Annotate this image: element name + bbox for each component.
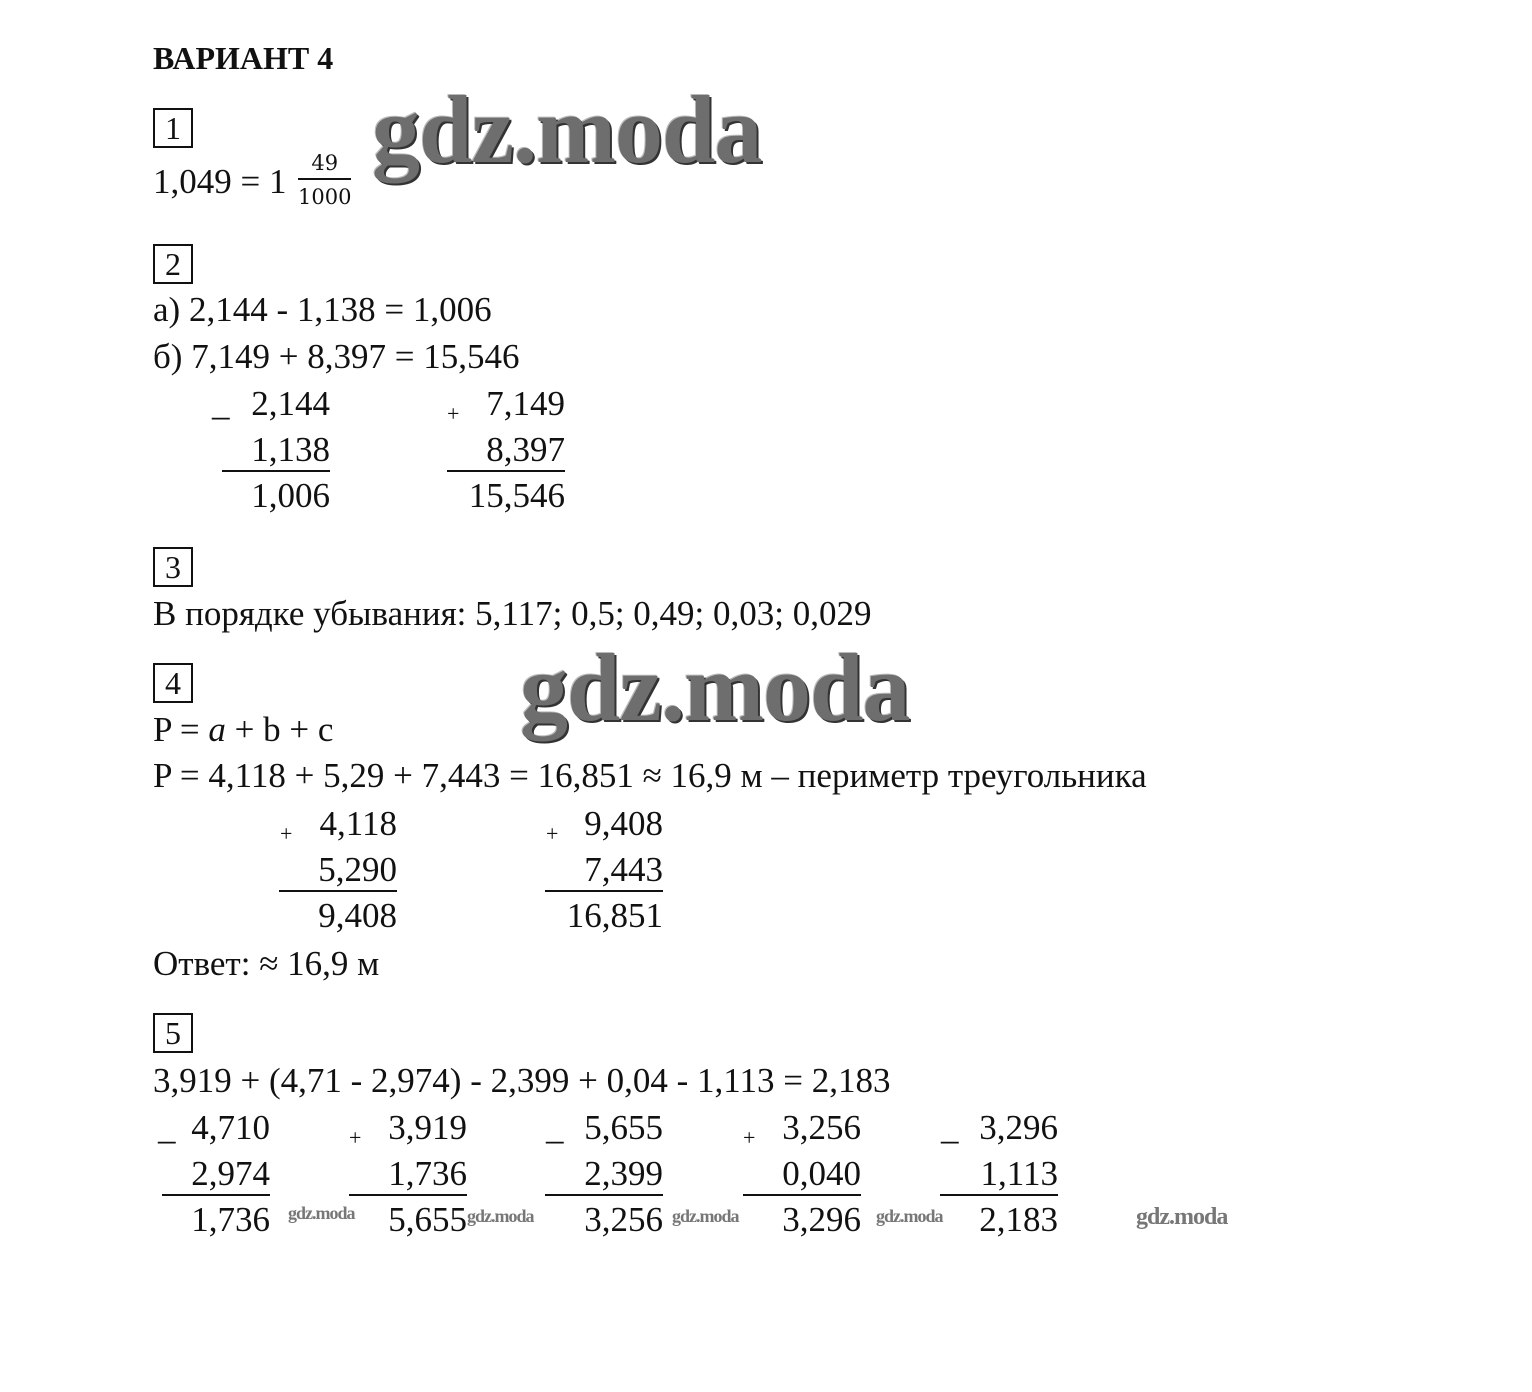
column-operator: + <box>743 1125 756 1150</box>
column-operator: _ <box>212 384 230 423</box>
column-top: 4,710 <box>191 1108 270 1147</box>
column-operator: + <box>349 1125 362 1150</box>
column-operator: _ <box>941 1108 959 1147</box>
column-top: 7,149 <box>486 384 565 423</box>
task4-calculation: P = 4,118 + 5,29 + 7,443 = 16,851 ≈ 16,9 м – периметр треугольника <box>153 756 1147 795</box>
column-top: 3,256 <box>782 1108 861 1147</box>
column-operator: + <box>447 401 460 426</box>
column-operator: + <box>546 821 559 846</box>
fraction-numerator: 49 <box>298 152 351 180</box>
column-result: 1,736 <box>191 1200 270 1239</box>
watermark-small: gdz.moda <box>876 1206 943 1226</box>
column-middle: 7,443 <box>545 850 663 892</box>
column-middle: 1,113 <box>940 1154 1058 1196</box>
column-result: 2,183 <box>979 1200 1058 1239</box>
column-top: 2,144 <box>251 384 330 423</box>
column-middle: 2,399 <box>545 1154 663 1196</box>
task-number-box: 4 <box>153 663 193 703</box>
column-top: 4,118 <box>319 804 397 843</box>
column-result: 1,006 <box>251 476 330 515</box>
watermark-small: gdz.moda <box>467 1206 534 1226</box>
column-middle: 5,290 <box>279 850 397 892</box>
task-number-box: 1 <box>153 108 193 148</box>
column-result: 9,408 <box>318 896 397 935</box>
column-operator: _ <box>158 1108 176 1147</box>
task-number-box: 3 <box>153 547 193 587</box>
column-middle: 1,138 <box>222 430 330 472</box>
column-top: 9,408 <box>584 804 663 843</box>
formula-p: P = <box>153 710 209 749</box>
task2-line-b: б) 7,149 + 8,397 = 15,546 <box>153 337 520 376</box>
column-result: 15,546 <box>468 476 565 515</box>
column-result: 16,851 <box>566 896 663 935</box>
task-number-box: 2 <box>153 244 193 284</box>
column-middle: 2,974 <box>162 1154 270 1196</box>
task3-text: В порядке убывания: 5,117; 0,5; 0,49; 0,03; 0,029 <box>153 594 872 633</box>
watermark-logo: gdz.moda <box>520 634 910 741</box>
fraction-denominator: 1000 <box>298 185 352 209</box>
formula-a: a <box>208 710 226 749</box>
column-top: 3,296 <box>979 1108 1058 1147</box>
watermark-small: gdz.moda <box>288 1203 355 1223</box>
column-middle: 8,397 <box>447 430 565 472</box>
column-middle: 1,736 <box>349 1154 467 1196</box>
column-top: 3,919 <box>388 1108 467 1147</box>
task1-fraction <box>298 152 351 208</box>
column-middle: 0,040 <box>743 1154 861 1196</box>
column-operator: + <box>280 821 293 846</box>
task4-formula <box>153 710 333 750</box>
task4-answer: Ответ: ≈ 16,9 м <box>153 944 380 983</box>
page-title: ВАРИАНТ 4 <box>153 40 334 76</box>
column-result: 3,296 <box>782 1200 861 1239</box>
column-result: 5,655 <box>388 1200 467 1239</box>
formula-rest: + b + c <box>225 710 334 749</box>
watermark-small: gdz.moda <box>1136 1204 1228 1230</box>
task1-equation: 1,049 = 1 <box>153 162 287 201</box>
task5-expression: 3,919 + (4,71 - 2,974) - 2,399 + 0,04 - 1,113 = 2,183 <box>153 1061 891 1100</box>
watermark-small: gdz.moda <box>672 1206 739 1226</box>
task2-line-a: а) 2,144 - 1,138 = 1,006 <box>153 290 492 329</box>
watermark-logo: gdz.moda <box>372 76 762 183</box>
column-top: 5,655 <box>584 1108 663 1147</box>
column-operator: _ <box>546 1108 564 1147</box>
column-result: 3,256 <box>584 1200 663 1239</box>
task-number-box: 5 <box>153 1013 193 1053</box>
